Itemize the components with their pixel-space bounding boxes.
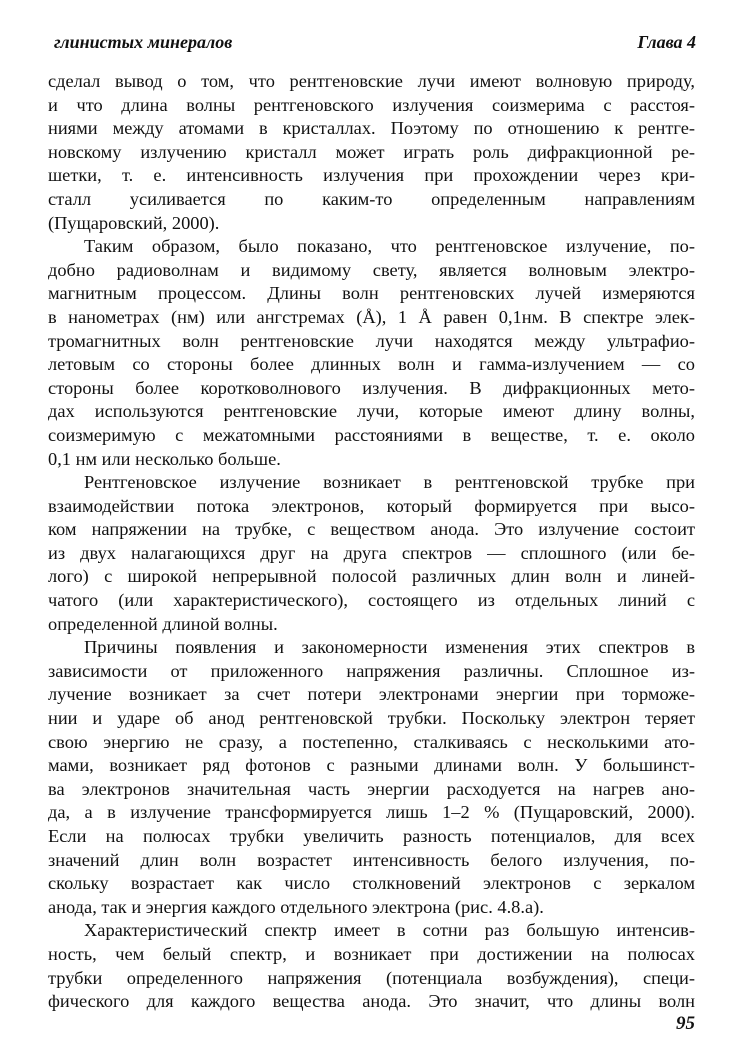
text-line: Рентгеновское излучение возникает в рентгеновской трубке при <box>84 472 695 493</box>
text-line: шетки, т. е. интенсивность излучения при прохождении через кри- <box>48 165 695 186</box>
text-line: ность, чем белый спектр, и возникает при достижении на полюсах <box>48 943 695 964</box>
text-line: свою энергию не сразу, а постепенно, сталкиваясь с несколькими ато- <box>48 731 695 752</box>
text-line: Таким образом, было показано, что рентгеновское излучение, по- <box>84 236 695 257</box>
page-number: 95 <box>676 1013 695 1034</box>
text-line: мами, возникает ряд фотонов с разными длинами волн. У большинст- <box>48 755 695 776</box>
running-header-chapter: Глава 4 <box>637 32 696 52</box>
text-line: Если на полюсах трубки увеличить разность потенциалов, для всех <box>48 826 695 846</box>
text-line: Характеристический спектр имеет в сотни раз большую интенсив- <box>84 920 695 941</box>
text-line: магнитным процессом. Длины волн рентгеновских лучей измеряются <box>48 283 695 304</box>
text-line: лого) с широкой непрерывной полосой различных длин волн и линей- <box>48 566 695 587</box>
text-line: сталл усиливается по каким-то определенным направлениям <box>48 188 695 209</box>
text-line: и что длина волны рентгеновского излучения соизмерима с расстоя- <box>48 94 695 115</box>
body-text <box>48 70 695 1014</box>
running-header-title: глинистых минералов <box>54 32 233 52</box>
text-line: (Пущаровский, 2000). <box>48 212 220 233</box>
text-line: определенной длиной волны. <box>48 613 278 634</box>
text-line: фического для каждого вещества анода. Это значит, что длины волн <box>48 991 695 1012</box>
text-line: из двух налагающихся друг на друга спектров — сплошного (или бе- <box>48 542 695 563</box>
text-line: ком напряжении на трубке, с веществом анода. Это излучение состоит <box>48 519 695 540</box>
text-line: трубки определенного напряжения (потенциала возбуждения), специ- <box>48 967 695 988</box>
text-line: добно радиоволнам и видимому свету, является волновым электро- <box>48 259 695 280</box>
text-line: тромагнитных волн рентгеновские лучи находятся между ультрафио- <box>48 330 695 351</box>
text-line: ниями между атомами в кристаллах. Поэтому по отношению к рентге- <box>48 118 695 139</box>
text-line: взаимодействии потока электронов, который формируется при высо- <box>48 495 695 516</box>
running-header <box>54 32 696 53</box>
text-line: сделал вывод о том, что рентгеновские лучи имеют волновую природу, <box>48 71 695 91</box>
text-line: летовым со стороны более длинных волн и гамма-излучением — со <box>48 354 695 375</box>
text-line: зависимости от приложенного напряжения различны. Сплошное из- <box>48 660 695 681</box>
text-line: чатого (или характеристического), состоящего из отдельных линий с <box>48 590 695 611</box>
text-line: в нанометрах (нм) или ангстремах (Å), 1 Å равен 0,1нм. В спектре элек- <box>48 306 695 327</box>
text-line: ва электронов значительная часть энергии расходуется на нагрев ано- <box>48 778 695 799</box>
text-line: анода, так и энергия каждого отдельного электрона (рис. 4.8.а). <box>48 896 544 917</box>
text-line: нии и ударе об анод рентгеновской трубки. Поскольку электрон теряет <box>48 708 695 729</box>
text-line: Причины появления и закономерности изменения этих спектров в <box>84 637 695 658</box>
text-line: скольку возрастает как число столкновений электронов с зеркалом <box>48 873 695 894</box>
text-line: да, а в излучение трансформируется лишь 1–2 % (Пущаровский, 2000). <box>48 802 695 823</box>
text-line: лучение возникает за счет потери электронами энергии при торможе- <box>48 684 695 705</box>
text-line: новскому излучению кристалл может играть роль дифракционной ре- <box>48 141 695 162</box>
text-line: 0,1 нм или несколько больше. <box>48 448 281 469</box>
text-line: стороны более коротковолнового излучения. В дифракционных мето- <box>48 377 695 398</box>
text-line: соизмеримую с межатомными расстояниями в веществе, т. е. около <box>48 424 695 445</box>
text-line: дах используются рентгеновские лучи, которые имеют длину волны, <box>48 401 695 422</box>
text-line: значений длин волн возрастет интенсивность белого излучения, по- <box>48 849 695 870</box>
